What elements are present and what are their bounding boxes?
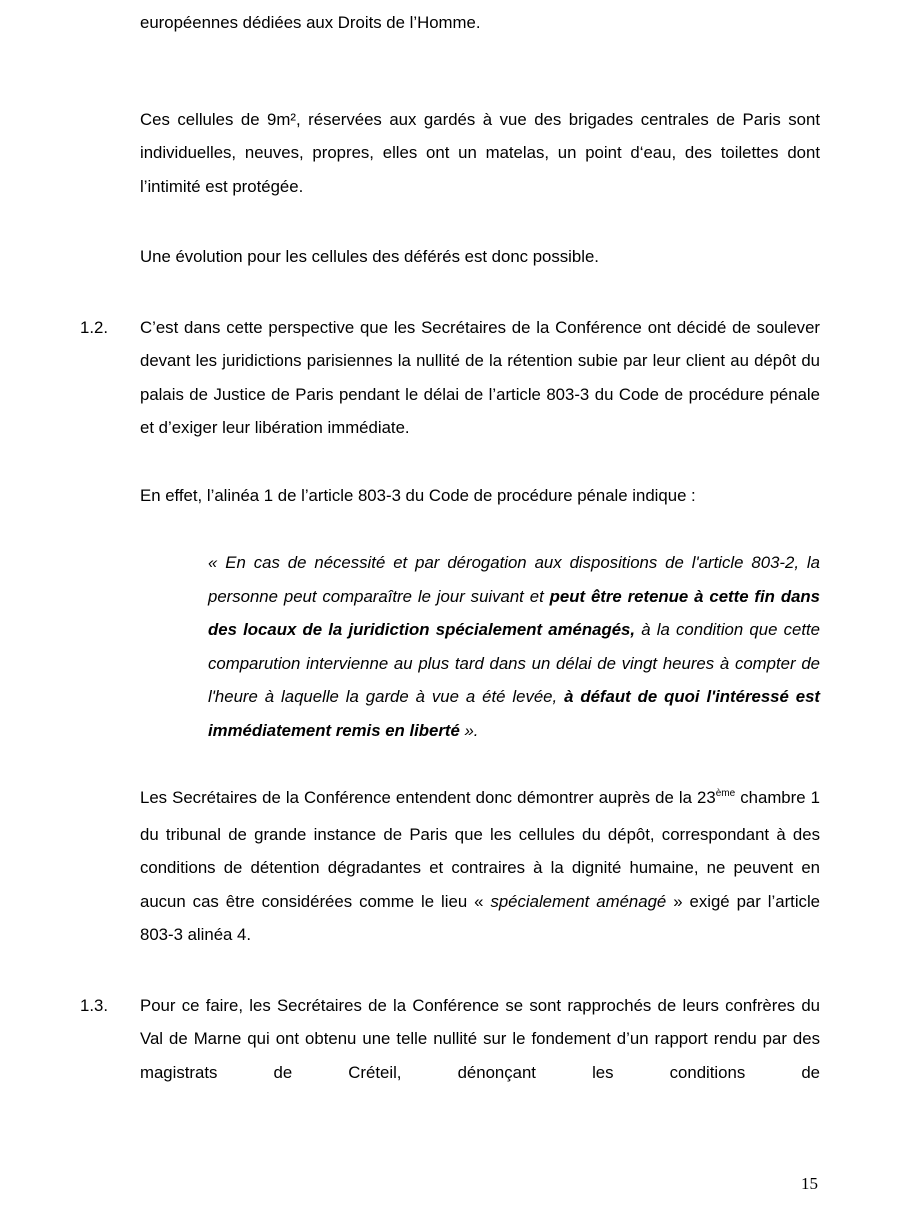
quote-segment-5: ».	[459, 720, 479, 740]
page-number: 15	[801, 1174, 818, 1193]
paragraph-continuation: européennes dédiées aux Droits de l’Homme.	[140, 13, 481, 32]
section-1-2-number: 1.2.	[80, 317, 108, 337]
p5-superscript-eme: ème	[715, 788, 736, 799]
paragraph-demonstration	[140, 781, 820, 952]
section-1-3-number: 1.3.	[80, 995, 108, 1015]
section-1-3-text: Pour ce faire, les Secrétaires de la Conférence se sont rapprochés de leurs confrères du Val de Marne qui ont obtenu une telle nullité sur le fondement d’un rapport rendu par des magistrats de Créteil, dénonçant les conditions de	[140, 995, 820, 1082]
paragraph-cells-description: Ces cellules de 9m², réservées aux gardés à vue des brigades centrales de Paris sont individuelles, neuves, propres, elles ont un matelas, un point d‘eau, des toilettes dont l’intimité est protégée.	[140, 109, 820, 196]
p5-segment-2: chambre 1 du tribunal de grande instance de Paris que les cellules du dépôt, correspondant à des conditions de détention dégradantes et contraires à la dignité humaine, ne peuvent en aucun cas être considérées comme le lieu «	[140, 788, 820, 911]
quote-segment-2-bold: peut être retenue à cette fin dans des locaux de la juridiction spécialement aménagés,	[208, 586, 820, 639]
paragraph-evolution: Une évolution pour les cellules des déférés est donc possible.	[140, 247, 599, 266]
quote-segment-1: « En cas de nécessité et par dérogation aux dispositions de l'article 803-2, la personne peut comparaître le jour suivant et	[208, 553, 820, 606]
paragraph-quote-intro: En effet, l’alinéa 1 de l’article 803-3 du Code de procédure pénale indique :	[140, 485, 696, 505]
p5-segment-italic: spécialement aménagé	[490, 891, 667, 911]
p5-segment-1: Les Secrétaires de la Conférence entendent donc démontrer auprès de la 23	[140, 788, 716, 807]
blockquote-article-803-3	[208, 546, 820, 747]
p5-segment-3: » exigé par l’article 803-3 alinéa 4.	[140, 891, 821, 944]
quote-segment-3: à la condition que cette comparution intervienne au plus tard dans un délai de vingt heures à compter de l'heure à laquelle la garde à vue a été levée,	[208, 620, 820, 706]
section-1-2-text: C’est dans cette perspective que les Secrétaires de la Conférence ont décidé de soulever devant les juridictions parisiennes la nullité de la rétention subie par leur client au dépôt du palais de Justice de Paris pendant le délai de l’article 803-3 du Code de procédure pénale et d’exiger leur libération immédiate.	[140, 317, 820, 437]
section-1-2	[80, 311, 820, 445]
quote-segment-4-bold: à défaut de quoi l'intéressé est immédiatement remis en liberté	[208, 687, 820, 740]
section-1-3	[80, 989, 820, 1090]
